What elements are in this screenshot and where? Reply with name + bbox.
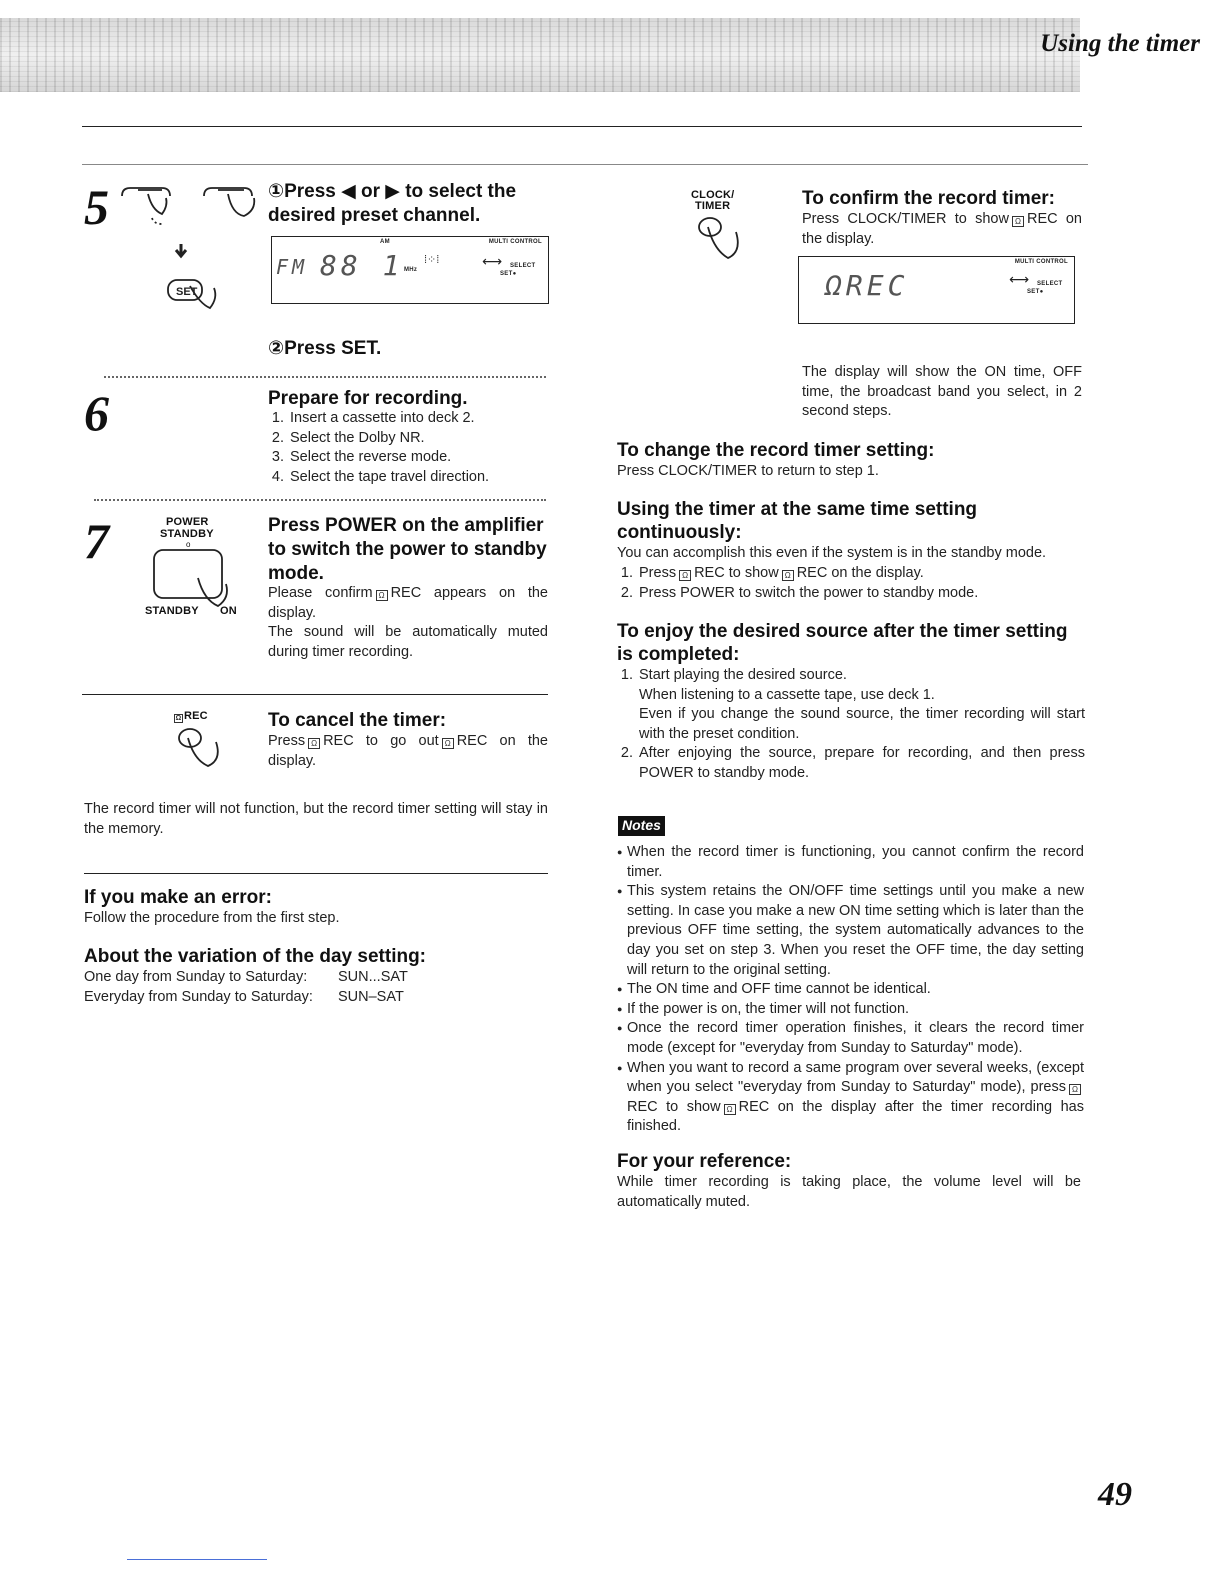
continuous-title: Using the timer at the same time setting continuously:	[617, 499, 978, 543]
step7-title: Press POWER on the amplifier to switch the power to standby mode.	[268, 515, 547, 584]
cancel-title: To cancel the timer:	[268, 710, 447, 731]
list-item: 2. Press POWER to switch the power to standby mode.	[637, 584, 1085, 604]
list-item: 1. Press Ω REC to show Ω REC on the display.	[637, 564, 1085, 584]
change-text: Press CLOCK/TIMER to return to step 1.	[617, 463, 879, 479]
display-arrow-icon: ⟷	[1009, 271, 1030, 287]
left-arrow-button-icon	[122, 188, 170, 224]
table-row: Everyday from Sunday to Saturday: SUN–SAT	[84, 988, 404, 1005]
list-item: ● If the power is on, the timer will not function.	[617, 1000, 1084, 1020]
step7-text-2: The sound will be automatically muted during timer recording.	[268, 624, 548, 660]
list-item: ● When you want to record a same program over several weeks, (except when you select "everyday from Sunday to Saturday" mode), press ΩREC to show Ω REC on the display after the timer recording has finished.	[617, 1059, 1084, 1137]
cancel-note: The record timer will not function, but the record timer setting will stay in the memory.	[84, 801, 548, 837]
timer-label: TIMER	[695, 200, 731, 212]
rec-display: MULTI CONTROL ΩREC ⟷ SELECT SET●	[798, 256, 1075, 324]
top-thin-rule	[82, 164, 1088, 165]
timer-rec-icon: Ω	[679, 570, 691, 581]
section-rule	[82, 694, 548, 695]
list-item: ● The ON time and OFF time cannot be identical.	[617, 980, 1084, 1000]
step5-instruction-1: ①Press ◀ or ▶ to select the desired preset channel.	[268, 181, 517, 226]
step7-text-1: Please confirm Ω REC appears on the display.	[268, 585, 548, 621]
clock-timer-hand-icon	[696, 212, 756, 264]
display-arrow-icon: ⟷	[482, 253, 503, 269]
timer-rec-icon: Ω	[442, 738, 454, 749]
confirm-after-text: The display will show the ON time, OFF time, the broadcast band you select, in 2 second steps.	[802, 364, 1082, 420]
list-item: 4. Select the tape travel direction.	[288, 468, 548, 488]
list-item: 1. Start playing the desired source. When listening to a cassette tape, use deck 1. Even if you change the sound source, the timer recording will start with the preset condition.	[637, 666, 1085, 744]
timer-rec-icon: Ω	[376, 590, 388, 601]
confirm-title: To confirm the record timer:	[802, 188, 1056, 209]
error-title: If you make an error:	[84, 887, 272, 908]
display-dial-icon: ⁞⁘⁞	[424, 254, 440, 266]
standby-label: STANDBY	[160, 528, 214, 540]
timer-rec-icon: Ω	[175, 715, 182, 722]
timer-rec-icon: Ω	[308, 738, 320, 749]
page-title: Using the timer	[1040, 30, 1200, 57]
display-channel: 88 1	[320, 249, 404, 282]
continuous-text: You can accomplish this even if the system is in the standby mode.	[617, 545, 1047, 561]
power-indicator-dot: o	[186, 540, 191, 549]
power-label: POWER	[166, 516, 209, 528]
list-item: 2. Select the Dolby NR.	[288, 429, 548, 449]
step-number-7: 7	[84, 513, 109, 569]
timer-rec-icon: Ω	[724, 1104, 736, 1115]
step-number-5: 5	[84, 179, 109, 235]
list-item: ● Once the record timer operation finishes, it clears the record timer mode (except for "everyday from Sunday to Saturday" mode).	[617, 1019, 1084, 1058]
power-button-icon	[146, 548, 246, 610]
list-item: ● When the record timer is functioning, you cannot confirm the record timer.	[617, 843, 1084, 882]
change-title: To change the record timer setting:	[617, 440, 935, 461]
right-arrow-button-icon	[204, 188, 254, 216]
continuous-list	[617, 564, 1085, 603]
timer-rec-icon: Ω	[1012, 216, 1024, 227]
step5-instruction-2: ②Press SET.	[268, 338, 382, 359]
header-band	[0, 18, 1080, 92]
step6-title: Prepare for recording.	[268, 388, 468, 409]
table-row: One day from Sunday to Saturday: SUN...SAT	[84, 969, 408, 985]
down-arrow-icon	[176, 244, 186, 256]
list-item: ● This system retains the ON/OFF time settings until you make a new setting. In case you make a new ON time setting which is later than the previous OFF time setting, the system automatically advances to the day you set on step 3. When you reset the OFF time, the day setting will return to the original setting.	[617, 882, 1084, 980]
on-side-label: ON	[220, 605, 237, 617]
enjoy-list	[617, 666, 1085, 784]
svg-text:SET: SET	[176, 286, 198, 298]
hand-press-icons	[118, 180, 268, 320]
step-number-6: 6	[84, 385, 109, 441]
fm-preset-display: AM MULTI CONTROL FM 88 1 MHz ⁞⁘⁞ ⟷ SELECT SET●	[271, 236, 549, 304]
clock-label: CLOCK/	[691, 189, 735, 201]
standby-side-label: STANDBY	[145, 605, 199, 617]
confirm-text: Press CLOCK/TIMER to show Ω REC on the display.	[802, 211, 1082, 247]
variation-table	[84, 968, 544, 1007]
notes-badge: Notes	[618, 816, 665, 836]
hand-press-icon	[176, 724, 236, 772]
timer-rec-icon: Ω	[782, 570, 794, 581]
list-item: 1. Insert a cassette into deck 2.	[288, 409, 548, 429]
cancel-text: Press Ω REC to go out Ω REC on the display.	[268, 733, 548, 769]
bottom-line	[127, 1559, 267, 1560]
page-number: 49	[1098, 1476, 1132, 1513]
dotted-divider	[94, 499, 546, 501]
list-item: 2. After enjoying the source, prepare for recording, and then press POWER to standby mode.	[637, 744, 1085, 783]
header-rule	[82, 126, 1082, 127]
enjoy-title: To enjoy the desired source after the timer setting is completed:	[617, 621, 1068, 665]
display-rec-text: ΩREC	[825, 269, 909, 302]
timer-rec-icon: Ω	[1069, 1084, 1081, 1095]
notes-list	[617, 843, 1084, 1137]
step6-list	[268, 409, 548, 487]
variation-title: About the variation of the day setting:	[84, 946, 427, 967]
display-band: FM	[276, 255, 309, 279]
error-text: Follow the procedure from the first step.	[84, 910, 340, 926]
list-item: 3. Select the reverse mode.	[288, 448, 548, 468]
dotted-divider	[104, 376, 546, 378]
reference-title: For your reference:	[617, 1151, 792, 1172]
rec-button-label: Ω REC	[175, 710, 208, 722]
section-rule	[84, 873, 548, 874]
reference-text: While timer recording is taking place, the volume level will be automatically muted.	[617, 1174, 1081, 1210]
